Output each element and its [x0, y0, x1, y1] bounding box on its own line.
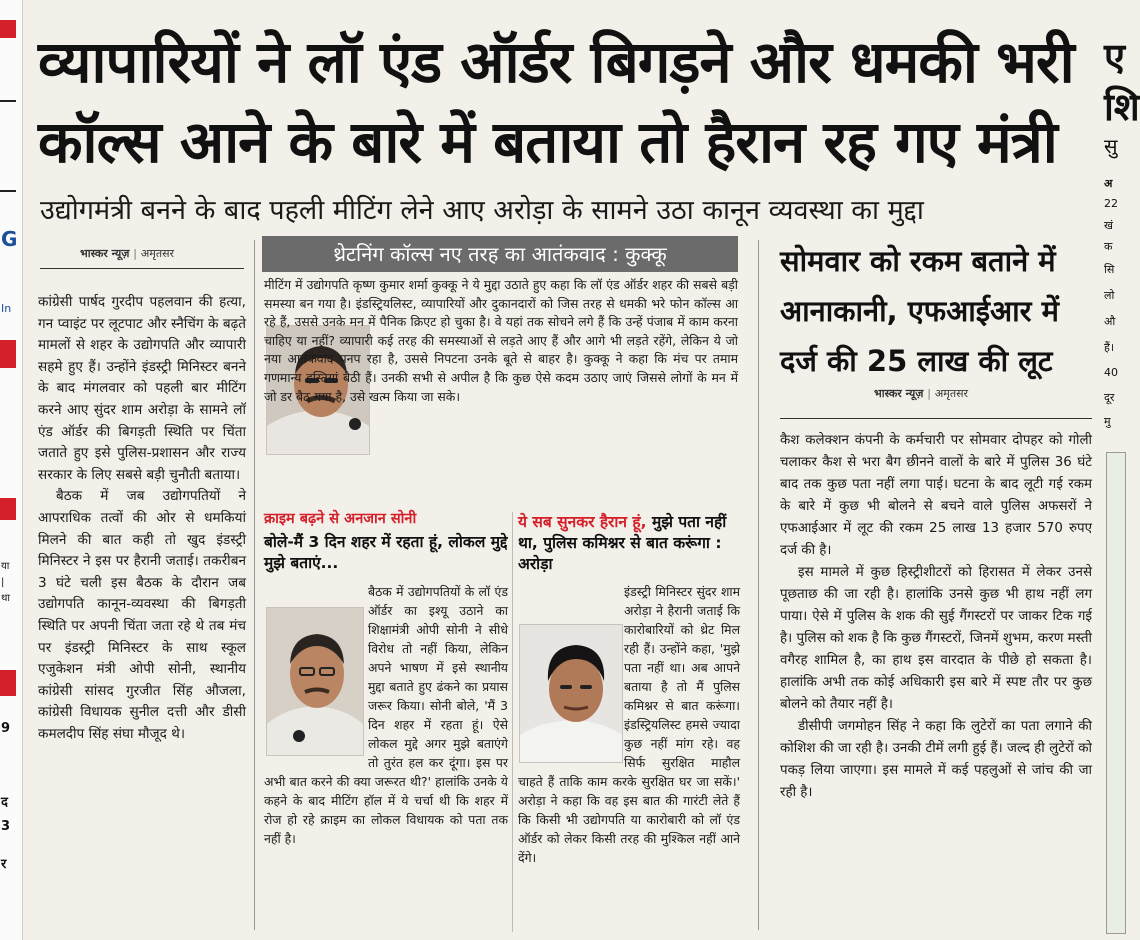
edge-fragment: सि: [1104, 263, 1115, 276]
edge-fragment: सु: [1104, 134, 1118, 158]
edge-fragment: अ: [1104, 177, 1113, 190]
edge-fragment: द: [1, 795, 8, 810]
main-headline-line-1: व्यापारियों ने लॉ एंड ऑर्डर बिगड़ने और धमकी भरी: [38, 28, 1074, 96]
rule: [0, 100, 16, 102]
section-bar-title: थ्रेटनिंग कॉल्स नए तरह का आतंकवाद : कुक्कू: [262, 236, 738, 272]
story-headline: बोले-मैं 3 दिन शहर में रहता हूं, लोकल मुद्दे मुझे बताएं...: [264, 533, 508, 572]
paragraph: इस मामले में कुछ हिस्ट्रीशीटरों को हिरासत में लेकर उनसे पूछताछ की जा रही है। हालांकि उनसे कुछ भी हाथ नहीं लग पाया। ऐसे में पुलिस के शक की सुई गैंगस्टरों पर जाकर टिक गई है। पुलिस को शक है कि कुछ गैंगस्टरों, जिनमें शुभम, करण मस्ती वगैरह शामिल है, का हाथ इस वारदात के पीछे हो सकता है। हालांकि अभी तक कोई अधिकारी इस बारे में स्पष्ट तौर पर कुछ बोलने को तैयार नहीं है।: [780, 565, 1092, 712]
story-arora: [518, 508, 740, 575]
kukku-quote-text: [264, 276, 738, 406]
edge-fragment: या: [1, 561, 10, 572]
paragraph: डीसीपी जगमोहन सिंह ने कहा कि लुटेरों का पता लगाने की कोशिश की जा रही है। उनकी टीमें लगी हुई हैं। जल्द ही लुटेरों को पकड़ लिया जाएगा। इस मामले में कई पहलुओं से जांच की जा रही है।: [780, 719, 1092, 800]
byline-separator: |: [133, 247, 137, 260]
paragraph: बैठक में जब उद्योगपतियों ने आपराधिक तत्वों की ओर से धमकियां मिलने की बात कही तो खुद इंडस्ट्री मिनिस्टर ने इस पर हैरानी जताई। तकरीबन 3 घंटे चली इस बैठक के दौरान जब उद्योगपति कानून-व्यवस्था की बिगड़ती स्थिति पर अपनी चिंता जता रहे थे तब मंच पर इंडस्ट्री मिनिस्टर के साथ स्कूल एजुकेशन मंत्री ओपी सोनी, स्थानीय कांग्रेसी सांसद गुरजीत सिंह औजला, कांग्रेसी विधायक सुनील दत्ती और डीसी कमलदीप सिंह संघा मौजूद थे।: [38, 488, 246, 742]
story-kicker: ये सब सुनकर हैरान हूं,: [518, 513, 647, 531]
byline-source: भास्कर न्यूज़: [874, 387, 924, 400]
column-divider: [512, 512, 513, 932]
edge-fragment: 22: [1104, 197, 1118, 210]
edge-fragment: औ: [1104, 315, 1116, 328]
red-block: [0, 20, 16, 38]
story-headline: मुझे पता नहीं था, पुलिस कमिश्नर से बात करूंगा : अरोड़ा: [518, 513, 727, 573]
edge-fragment: 9: [1, 721, 11, 736]
edge-fragment: G: [1, 227, 18, 251]
edge-fragment: 40: [1104, 366, 1118, 379]
column-rule: [40, 268, 244, 269]
adjacent-page-strip-left: [0, 0, 23, 940]
edge-fragment: मु: [1104, 415, 1111, 428]
edge-fragment: खं: [1104, 219, 1113, 232]
column-divider: [758, 240, 759, 930]
edge-fragment: 3: [1, 819, 11, 834]
story-soni: [264, 508, 508, 574]
column-divider: [254, 240, 255, 930]
red-block: [0, 670, 16, 696]
photo-wrap-spacer: [264, 582, 368, 758]
edge-fragment: ए: [1104, 35, 1126, 79]
byline-separator: |: [927, 387, 931, 400]
red-block: [0, 340, 16, 368]
edge-fragment: र: [1, 857, 7, 872]
edge-fragment: शि: [1104, 85, 1140, 129]
story-arora-text: [518, 582, 740, 867]
adjacent-image-box: [1106, 452, 1126, 934]
red-block: [0, 498, 16, 520]
byline-right: [874, 386, 968, 401]
paragraph: इंडस्ट्री मिनिस्टर सुंदर शाम अरोड़ा ने हैरानी जताई कि कारोबारियों को थ्रेट मिल रही हैं। उन्होंने कहा, 'मुझे पता नहीं था। अब आपने बताया है तो मैं पुलिस कमिश्नर से बात करूंगा। इंडस्ट्रियलिस्ट हमसे ज्यादा कुछ नहीं मांग रहे। वह सिर्फ सुरक्षित माहौल चाहते हैं ताकि काम करके सुरक्षित घर जा सकें।' अरोड़ा ने कहा कि वह इस बात की गारंटी लेते हैं कि किसी भी उद्योगपति या कारोबारी को लॉ एंड ऑर्डर को लेकर किसी तरह की मुश्किल नहीं आने देंगे।: [518, 584, 740, 865]
story-headline-wrap: [518, 512, 740, 575]
right-article-body: [780, 430, 1092, 804]
edge-fragment: In: [1, 302, 12, 315]
adjacent-article-strip-right: [1100, 0, 1140, 940]
byline-city: अमृतसर: [934, 387, 969, 400]
paragraph: मीटिंग में उद्योगपति कृष्ण कुमार शर्मा कुक्कू ने ये मुद्दा उठाते हुए कहा कि लॉ एंड ऑर्डर शहर की सबसे बड़ी समस्या बन गया है। इंडस्ट्रियलिस्ट, व्यापारियों और दुकानदारों को जिस तरह से धमकी भरे फोन कॉल्स आ रहे हैं, उससे उनके मन में पैनिक क्रिएट हो चुका है। वे यहां तक सोचने लगे हैं कि उन्हें पंजाब में काम करना चाहिए या नहीं? व्यापारी कई तरह की समस्याओं से लड़ते आए हैं और आगे भी लड़ते रहेंगे, लेकिन ये जो नया आतंकवाद पनप रहा है, उससे निपटना उनके बूते से बाहर है। कुक्कू ने कहा कि मंच पर तमाम गणमान्य हस्तियां बैठी हैं। उनकी सभी से अपील है कि कुछ ऐसे कदम उठाए जाएं जिससे लोगों के मन में जो डर बैठ गया है, उसे खत्म किया जा सके।: [264, 277, 738, 404]
byline-city: अमृतसर: [140, 247, 175, 260]
story-kicker: क्राइम बढ़ने से अनजान सोनी: [264, 511, 417, 527]
paragraph: बैठक में उद्योगपतियों के लॉ एंड ऑर्डर का इश्यू उठाने का शिक्षामंत्री ओपी सोनी ने सीधे विरोध तो नहीं किया, लेकिन अपने भाषण में इसे स्थानीय मुद्दा बताते हुए ढंकने का प्रयास जरूर किया। सोनी बोले, 'मैं 3 दिन शहर में रहता हूं। ऐसे लोकल मुद्दे अगर मुझे बताएंगे तो तुरंत हल कर दूंगा। इस पर अभी बात करने की क्या जरूरत थी?' हालांकि उनके ये कहने के बाद मीटिंग हॉल में ये चर्चा थी कि शहर में रोज हो रहे क्राइम का लोकल विधायक को पता तक नहीं है।: [264, 584, 508, 846]
column-rule: [780, 418, 1092, 419]
edge-fragment: क: [1104, 240, 1113, 253]
edge-fragment: था: [1, 593, 10, 604]
photo-wrap-spacer: [518, 582, 624, 758]
byline-left: [80, 246, 174, 261]
story-soni-text: [264, 582, 508, 848]
left-article-body: [38, 292, 246, 745]
paragraph: कैश कलेक्शन कंपनी के कर्मचारी पर सोमवार दोपहर को गोली चलाकर कैश से भरा बैग छीनने वालों के बारे में पुलिस 36 घंटे बाद तक कुछ पता नहीं लगा पाई। घटना के बाद लूटी गई रकम के बारे में कुछ भी बोलने से बचने वाले पुलिस अफसरों ने एफआईआर में लूट की रकम 25 लाख 13 हजार 570 रुपए दर्ज की है।: [780, 433, 1092, 558]
rule: [0, 190, 16, 192]
edge-fragment: |: [1, 577, 5, 588]
edge-fragment: लो: [1104, 289, 1115, 302]
paragraph: कांग्रेसी पार्षद गुरदीप पहलवान की हत्या, गन प्वाइंट पर लूटपाट और स्नैचिंग के बढ़ते मामलों से शहर के उद्योगपति और व्यापारी सहमे हुए हैं। उन्होंने इंडस्ट्री मिनिस्टर बनने के बाद मंगलवार को पहली बार मीटिंग करने आए सुंदर शाम अरोड़ा के सामने लॉ एंड ऑर्डर की बिगड़ती स्थिति पर चिंता जताते हुए इसे पुलिस-प्रशासन और राज्य सरकार के लिए सबसे बड़ी चुनौती बताया।: [38, 294, 246, 483]
sub-headline: उद्योगमंत्री बनने के बाद पहली मीटिंग लेने आए अरोड़ा के सामने उठा कानून व्यवस्था का मुद्दा: [40, 195, 924, 226]
main-headline-line-2: कॉल्स आने के बारे में बताया तो हैरान रह गए मंत्री: [38, 108, 1057, 176]
right-article-headline: सोमवार को रकम बताने में आनाकानी, एफआईआर में दर्ज की 25 लाख की लूट: [780, 244, 1059, 378]
edge-fragment: दूर: [1104, 391, 1115, 404]
edge-fragment: हैं।: [1104, 341, 1115, 354]
byline-source: भास्कर न्यूज़: [80, 247, 130, 260]
